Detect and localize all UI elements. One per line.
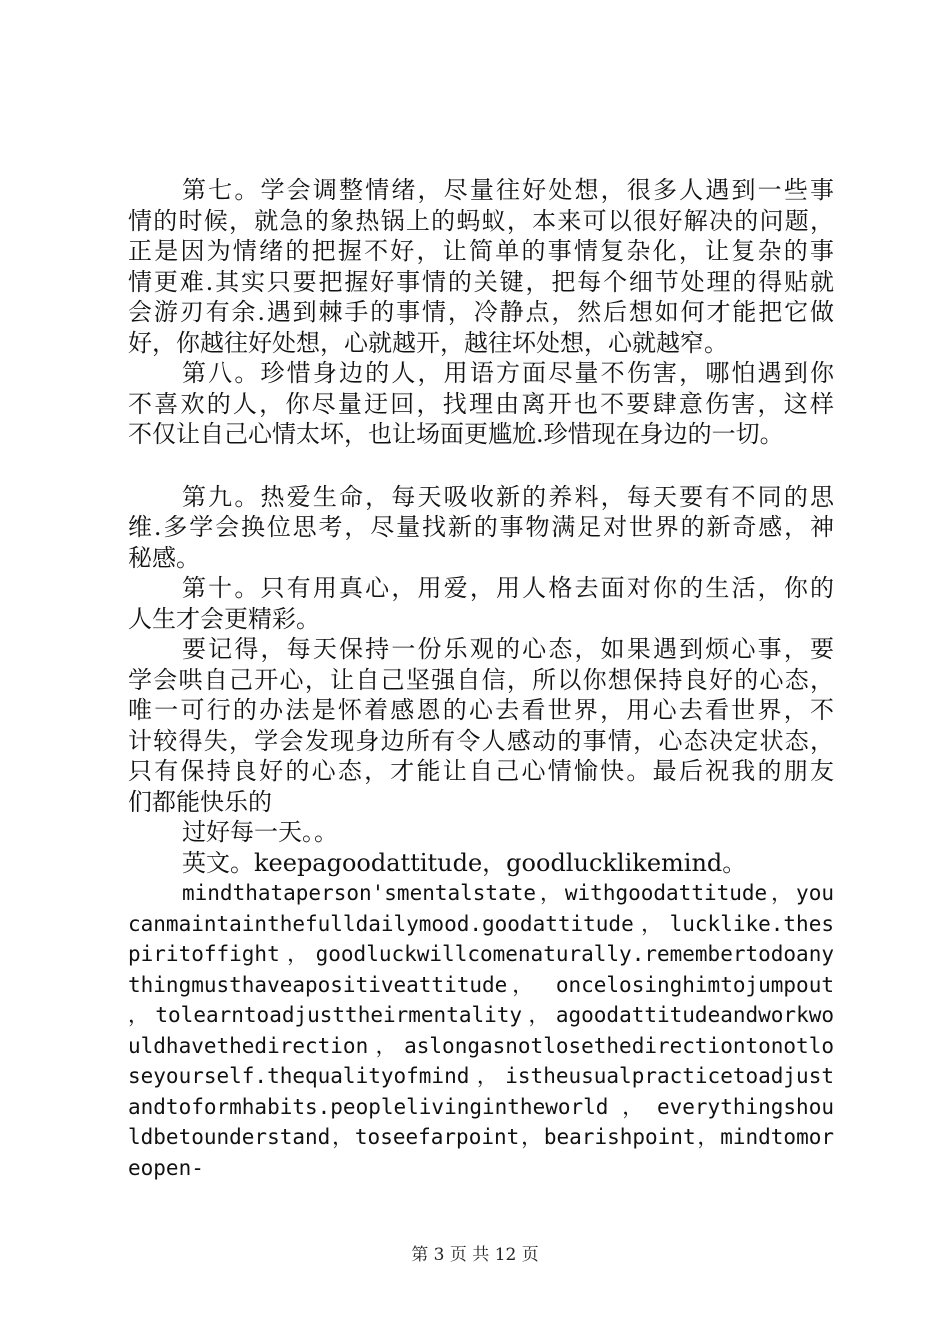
- text-line: 唯一可行的办法是怀着感恩的心去看世界，用心去看世界，不: [128, 696, 834, 724]
- paragraph-conclusion: [128, 634, 834, 848]
- text-line: 情更难.其实只要把握好事情的关键，把每个细节处理的得贴就: [128, 267, 834, 296]
- text-line: ldbetounderstand，toseefarpoint，bearishpoint，mindtomor: [128, 1125, 834, 1149]
- paragraph-ninth: [128, 482, 834, 574]
- text-line: eopen-: [128, 1155, 204, 1180]
- text-line: 英文。keepagoodattitude，goodlucklikemind。: [182, 848, 747, 877]
- text-line: thingmusthaveapositiveattitude， oncelosinghimtojumpout: [128, 972, 834, 997]
- text-line: 第九。热爱生命，每天吸收新的养料，每天要有不同的思: [182, 482, 834, 511]
- paragraph-seventh: [128, 175, 834, 358]
- text-line: 第七。学会调整情绪，尽量往好处想，很多人遇到一些事: [182, 176, 834, 204]
- text-line: 不仅让自己心情太坏，也让场面更尴尬.珍惜现在身边的一切。: [128, 420, 784, 448]
- paragraph-english-body: [128, 878, 834, 1183]
- text-line: 正是因为情绪的把握不好，让简单的事情复杂化，让复杂的事: [128, 237, 834, 265]
- text-line: 维.多学会换位思考，尽量找新的事物满足对世界的新奇感，神: [128, 513, 834, 541]
- text-line: 第八。珍惜身边的人，用语方面尽量不伤害，哪怕遇到你: [182, 359, 834, 387]
- text-line: 们都能快乐的: [128, 787, 272, 816]
- text-line: mindthataperson'smentalstate，withgoodattitude，you: [182, 881, 834, 905]
- text-line: canmaintainthefulldailymood.goodattitude，lucklike.thes: [128, 911, 834, 936]
- paragraph-gap: [128, 450, 834, 482]
- text-line: 会游刃有余.遇到棘手的事情，冷静点，然后想如何才能把它做: [128, 298, 834, 326]
- text-line: 学会哄自己开心，让自己坚强自信，所以你想保持良好的心态，: [128, 665, 834, 694]
- text-line: ，tolearntoadjusttheirmentality，agoodattitudeandworkwo: [128, 1003, 834, 1027]
- text-line: piritoffight，goodluckwillcomenaturally.remembertodoany: [128, 942, 834, 966]
- text-line: 要记得，每天保持一份乐观的心态，如果遇到烦心事，要: [182, 635, 834, 663]
- text-line: 只有保持良好的心态，才能让自己心情愉快。最后祝我的朋友: [128, 757, 834, 785]
- text-line: 第十。只有用真心，用爱，用人格去面对你的生活，你的: [182, 574, 834, 602]
- text-line: 不喜欢的人，你尽量迂回，找理由离开也不要肆意伤害，这样: [128, 389, 834, 418]
- paragraph-english-title: [128, 848, 834, 879]
- document-body: [128, 175, 834, 1183]
- text-line: 人生才会更精彩。: [128, 604, 320, 633]
- paragraph-tenth: [128, 573, 834, 634]
- page-number-footer: 第 3 页 共 12 页: [411, 1245, 539, 1265]
- paragraph-eighth: [128, 358, 834, 450]
- text-line: 过好每一天。。: [182, 818, 338, 846]
- text-line: uldhavethedirection，aslongasnotlosethedirectiontonotlo: [128, 1033, 834, 1058]
- text-line: andtoformhabits.peoplelivingintheworld，everythingshou: [128, 1094, 834, 1119]
- text-line: 计较得失，学会发现身边所有令人感动的事情，心态决定状态，: [128, 726, 834, 755]
- text-line: seyourself.thequalityofmind，istheusualpracticetoadjust: [128, 1064, 834, 1088]
- text-line: 好，你越往好处想，心就越开，越往坏处想，心就越窄。: [128, 328, 728, 357]
- text-line: 情的时候，就急的象热锅上的蚂蚁，本来可以很好解决的问题，: [128, 206, 834, 235]
- text-line: 秘感。: [128, 543, 200, 572]
